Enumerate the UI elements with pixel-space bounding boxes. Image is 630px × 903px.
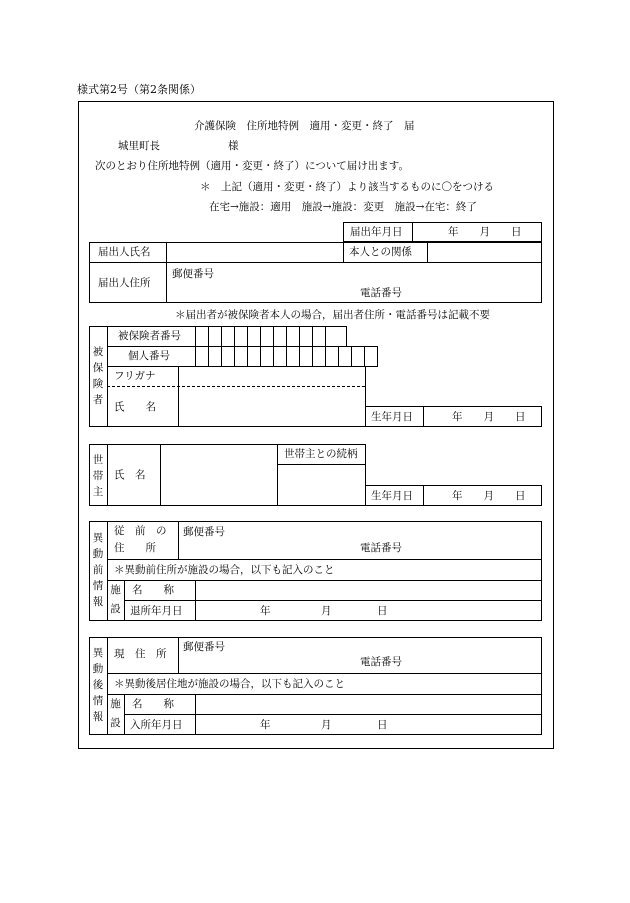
- digit-cell[interactable]: [325, 326, 347, 347]
- notifier-address-label: 届出人住所: [98, 277, 151, 289]
- notifier-relation-label: 本人との関係: [349, 246, 412, 258]
- digit-cell[interactable]: [195, 326, 209, 347]
- prev-address-field[interactable]: [179, 522, 541, 558]
- digit-cell[interactable]: [312, 346, 326, 367]
- before-facility-note: ＊異動前住所が施設の場合，以下も記入のこと: [114, 564, 335, 576]
- notifier-date-label: 届出年月日: [350, 226, 403, 238]
- household-relation-field[interactable]: [278, 466, 364, 504]
- digit-cell[interactable]: [286, 326, 300, 347]
- before-phone-label: 電話番号: [360, 542, 402, 554]
- digit-cell[interactable]: [299, 326, 313, 347]
- discharge-date-label: 退所年月日: [130, 605, 183, 617]
- discharge-date-field[interactable]: [196, 601, 541, 620]
- insured-birth-label: 生年月日: [371, 411, 413, 423]
- notifier-name-field[interactable]: [167, 243, 342, 261]
- instruction-rules: 在宅→施設：適用 施設→施設：変更 施設→在宅：終了: [209, 201, 477, 213]
- digit-cell[interactable]: [286, 346, 300, 367]
- household-relation-label: 世帯主との続柄: [284, 448, 358, 460]
- admission-year-unit: 年: [260, 719, 271, 731]
- notifier-phone-label: 電話番号: [360, 287, 402, 299]
- insured-name-label: 氏 名: [114, 401, 156, 413]
- instruction-note: ＊ 上記（適用・変更・終了）より該当するものに〇をつける: [200, 181, 494, 193]
- after-facility-note: ＊異動後居住地が施設の場合，以下も記入のこと: [114, 678, 345, 690]
- furigana-field[interactable]: [179, 367, 364, 385]
- digit-cell[interactable]: [364, 346, 378, 367]
- admission-date-label: 入所年月日: [130, 719, 183, 731]
- household-birth-field[interactable]: 年 月 日: [452, 490, 526, 502]
- digit-cell[interactable]: [325, 346, 339, 367]
- digit-cell[interactable]: [221, 326, 235, 347]
- household-birth-label: 生年月日: [371, 490, 413, 502]
- digit-cell[interactable]: [260, 326, 274, 347]
- admission-date-field[interactable]: [196, 715, 541, 734]
- prev-address-label-line2: 住 所: [114, 542, 156, 554]
- intro-text: 次のとおり住所地特例（適用・変更・終了）について届け出ます。: [95, 160, 409, 172]
- before-move-section-label: 異 動 前 情 報: [92, 532, 104, 608]
- after-phone-label: 電話番号: [360, 656, 402, 668]
- form-title: 介護保険 住所地特例 適用・変更・終了 届: [194, 120, 415, 132]
- notifier-address-field[interactable]: [167, 263, 541, 302]
- after-facility-name-label: 名 称: [132, 698, 174, 710]
- after-facility-label: 施 設: [110, 698, 121, 729]
- discharge-month-unit: 月: [321, 605, 332, 617]
- digit-cell[interactable]: [234, 326, 248, 347]
- notifier-name-label: 届出人氏名: [98, 246, 151, 258]
- after-move-section-label: 異 動 後 情 報: [92, 647, 104, 723]
- digit-cell[interactable]: [208, 346, 222, 367]
- furigana-label: フリガナ: [114, 370, 156, 382]
- discharge-day-unit: 日: [377, 605, 388, 617]
- after-facility-name-field[interactable]: [196, 695, 541, 713]
- prev-address-label-line1: 従 前 の: [114, 525, 167, 537]
- insured-birth-field[interactable]: 年 月 日: [452, 411, 526, 423]
- after-postal-label: 郵便番号: [183, 641, 225, 653]
- household-section-label: 世 帯 主: [92, 454, 104, 498]
- notifier-relation-field[interactable]: [428, 243, 541, 261]
- digit-cell[interactable]: [299, 346, 313, 367]
- notifier-note: ＊届出者が被保険者本人の場合，届出者住所・電話番号は記載不要: [175, 309, 490, 321]
- form-number: 様式第2号（第2条関係）: [77, 83, 201, 96]
- digit-cell[interactable]: [351, 346, 365, 367]
- digit-cell[interactable]: [234, 346, 248, 367]
- personal-number-label: 個人番号: [128, 350, 170, 362]
- household-name-field[interactable]: [161, 445, 276, 504]
- admission-day-unit: 日: [377, 719, 388, 731]
- digit-cell[interactable]: [247, 326, 261, 347]
- digit-cell[interactable]: [312, 326, 326, 347]
- digit-cell[interactable]: [273, 346, 287, 367]
- digit-cell[interactable]: [221, 346, 235, 367]
- notifier-postal-label: 郵便番号: [172, 268, 214, 280]
- digit-cell[interactable]: [208, 326, 222, 347]
- insured-section-label: 被 保 険 者: [92, 346, 104, 406]
- before-facility-name-field[interactable]: [196, 581, 541, 599]
- household-name-label: 氏 名: [114, 469, 146, 481]
- digit-cell[interactable]: [273, 326, 287, 347]
- digit-cell[interactable]: [338, 346, 352, 367]
- before-facility-name-label: 名 称: [132, 584, 174, 596]
- current-address-field[interactable]: [179, 638, 541, 672]
- before-facility-label: 施 設: [110, 584, 121, 615]
- digit-cell[interactable]: [247, 346, 261, 367]
- insured-name-field[interactable]: [179, 388, 364, 425]
- addressee: 城里町長: [118, 140, 160, 152]
- discharge-year-unit: 年: [260, 605, 271, 617]
- notifier-date-field[interactable]: 年 月 日: [448, 226, 522, 238]
- insured-number-label: 被保険者番号: [118, 330, 181, 342]
- digit-cell[interactable]: [195, 346, 209, 367]
- honorific: 様: [228, 140, 239, 152]
- current-address-label: 現 住 所: [114, 648, 167, 660]
- before-postal-label: 郵便番号: [183, 526, 225, 538]
- admission-month-unit: 月: [321, 719, 332, 731]
- digit-cell[interactable]: [260, 346, 274, 367]
